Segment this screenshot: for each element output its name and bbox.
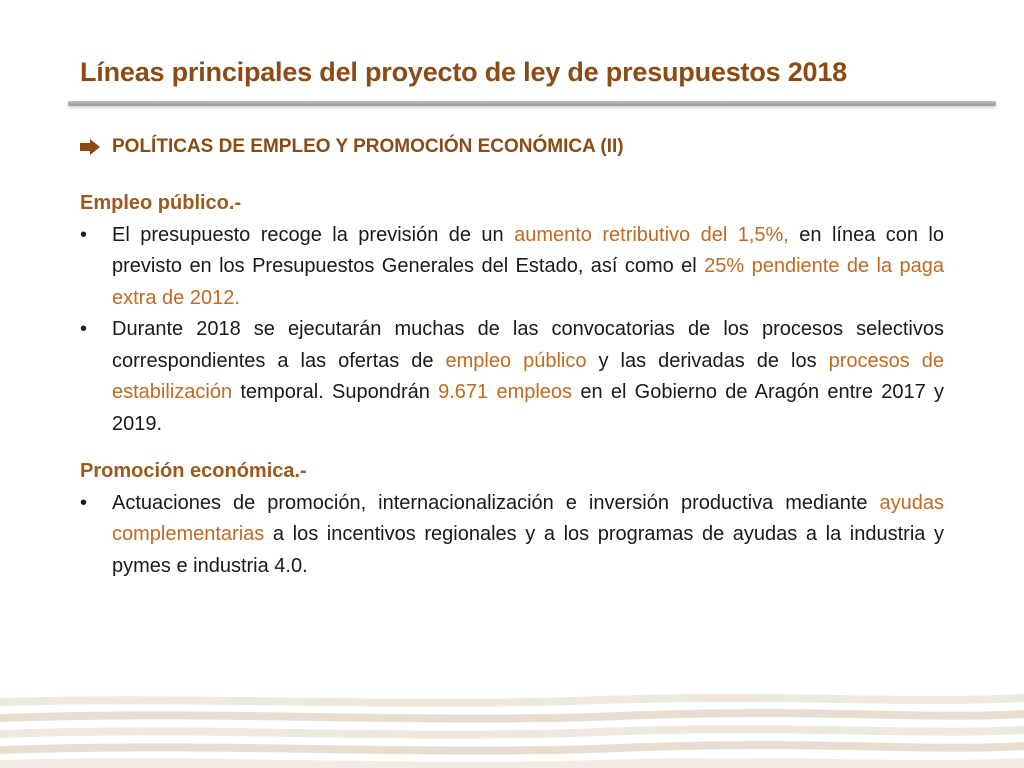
empleo-heading: Empleo público.-: [80, 192, 242, 214]
highlight-text: 9.671 empleos: [438, 381, 573, 403]
bullet-marker: •: [80, 223, 88, 246]
slide-content: [80, 188, 944, 582]
bullet-text: en línea con lo previsto en los Presupuestos Generales del Estado, así como el: [112, 223, 944, 277]
bullet-text: El presupuesto recoge la previsión de un: [112, 223, 515, 246]
list-item: [80, 314, 944, 440]
bullet-text: a los incentivos regionales y a los programas de ayudas a la industria y pymes e industria 4.0.: [112, 523, 944, 577]
empleo-bullet-list: [80, 220, 944, 441]
bullet-marker: •: [80, 491, 88, 514]
highlight-text: ayudas complementarias: [112, 491, 944, 545]
promocion-bullet-list: [80, 488, 944, 583]
footer-wave-decoration: [0, 690, 1024, 768]
highlight-text: procesos de estabilización: [112, 349, 945, 403]
spacer: [80, 440, 944, 456]
list-item: [80, 220, 944, 315]
arrow-right-icon: [80, 139, 100, 155]
highlight-text: aumento retributivo del 1,5%,: [514, 223, 789, 246]
list-item: [80, 488, 944, 583]
bullet-text: Actuaciones de promoción, internacionalización e inversión productiva mediante: [112, 491, 880, 514]
section-heading: [80, 136, 980, 158]
highlight-text: empleo público: [445, 349, 587, 372]
slide-title: Líneas principales del proyecto de ley de presupuestos 2018: [80, 57, 847, 87]
bullet-text: temporal. Supondrán: [232, 381, 439, 403]
bullet-text: en el Gobierno de Aragón entre 2017 y 2019.: [112, 381, 944, 435]
bullet-text: y las derivadas de los: [586, 349, 829, 372]
section-title: POLÍTICAS DE EMPLEO Y PROMOCIÓN ECONÓMICA (II): [112, 136, 624, 157]
bullet-text: Durante 2018 se ejecutarán muchas de las convocatorias de los procesos selectivos correspondientes a las ofertas de: [112, 318, 944, 372]
promocion-heading: Promoción económica.-: [80, 460, 307, 482]
highlight-text: 25% pendiente de la paga extra de 2012.: [112, 255, 944, 309]
title-divider: [68, 101, 996, 106]
bullet-marker: •: [80, 318, 88, 340]
